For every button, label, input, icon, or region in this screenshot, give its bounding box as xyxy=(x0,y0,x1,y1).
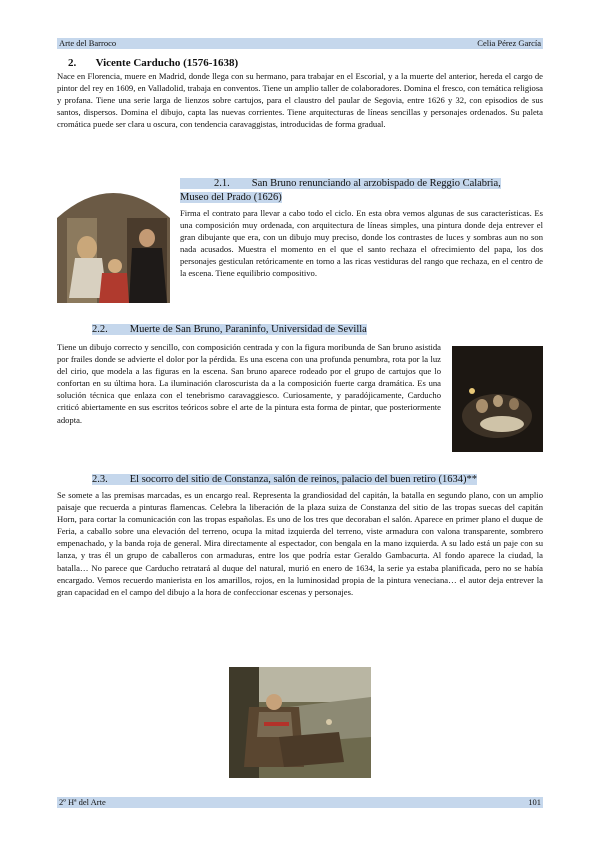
header-author: Celia Pérez García xyxy=(477,38,541,48)
subsection-2-1-number: 2.1. xyxy=(214,178,230,189)
page-header xyxy=(57,38,543,49)
painting-muerte-san-bruno xyxy=(452,346,543,452)
subsection-2-1-paragraph: Firma el contrato para llevar a cabo todo el ciclo. En esta obra vemos algunas de sus características. Es una composición muy ordenada, con arquitectura de líneas simples, una pintura donde deja entrever el gran dibujante que era, con un dibujo muy preciso, donde los contrastes de luces y sombras aun no son nada acusados. Muestra el momento en el que el santo rechaza el ofrecimiento del papa, los dos personajes gesticulan retóricamente en torno a las ricas vestiduras del rango que rechaza, en el centro de la escena. Tiene equilibrio compositivo. xyxy=(180,208,543,279)
page-footer xyxy=(57,797,543,808)
subsection-2-2-heading xyxy=(92,323,367,337)
header-course: Arte del Barroco xyxy=(59,38,117,48)
intro-paragraph: Nace en Florencia, muere en Madrid, donde llega con su hermano, para trabajar en el Escorial, y a la muerte del anterior, hereda el cargo de pintor del rey en 1609, en Valladolid, trabaja en conventos. Tiene un amplio taller de colaboradores. Domina el fresco, con temática religiosa y profana. Tiene una serie larga de lienzos sobre cartujos, para el claustro del paular de Segovia, entre 1626 y 32, con episodios de sus santos, dispersos. Domina el dibujo, capta las nuevas corrientes. Tiene arquitecturas de líneas sencillas y personajes ordenados. Su paleta cromática puede ser clara u oscura, con tendencia caravaggistas, introducidas de forma gradual. xyxy=(57,71,543,130)
footer-course: 2º Hª del Arte xyxy=(59,797,106,807)
painting-san-bruno-renunciando xyxy=(57,178,170,303)
subsection-2-3-number: 2.3. xyxy=(92,474,108,485)
subsection-2-2-title: Muerte de San Bruno, Paraninfo, Universidad de Sevilla xyxy=(129,324,367,335)
subsection-2-2-number: 2.2. xyxy=(92,324,108,335)
subsection-2-3-highlight xyxy=(92,474,477,485)
subsection-2-2-highlight xyxy=(92,324,367,335)
subsection-2-1-title-line2: Museo del Prado (1626) xyxy=(180,192,282,203)
subsection-2-1-title-a: San Bruno renunciando al arzobispado de Reggio Calabria, xyxy=(251,178,501,189)
painting-socorro-constanza xyxy=(229,667,371,778)
section-number: 2. xyxy=(68,57,77,69)
section-heading xyxy=(68,57,238,69)
section-title: Vicente Carducho (1576-1638) xyxy=(95,57,239,69)
subsection-2-1-heading xyxy=(180,177,543,205)
subsection-2-3-heading xyxy=(92,473,477,487)
subsection-2-1-title-line1 xyxy=(180,178,501,189)
page-number: 101 xyxy=(528,797,541,807)
subsection-2-3-title: El socorro del sitio de Constanza, salón de reinos, palacio del buen retiro (1634)** xyxy=(129,474,478,485)
subsection-2-3-paragraph: Se somete a las premisas marcadas, es un encargo real. Representa la grandiosidad del capitán, la batalla en segundo plano, con un amplio paisaje que recuerda a pinturas flamencas. Celebra la liberación de la plaza suiza de Constanza del sitio de las tropas suecas del capitán Horn, para cortar la comunicación con las tropas españolas. Es uno de los tres que decoraban el salón. Aparece en primer plano el duque de Feria, a caballo sobre una elevación del terreno, ocupa la mitad izquierda del terreno, viste armadura con valona transparente, sombrero empenachado, y la banda roja de general. Mira directamente al espectador, con bengala en la mano izquierda. A su lado está un paje con su lanza, y tras él un grupo de caballeros con armaduras, entre los que podría estar Geraldo Gambacurta. Al fondo aparece la ciudad, la batalla… No parece que Carducho retratará al duque del natural, murió en enero de 1634, la serie ya estaba planificada, pero no se había encargado. Vemos recuerdo manierista en los amarillos, rojos, en la luminosidad propia de la pintura veneciana… el autor deja entrever la gran capacidad en el campo del dibujo a la hora de confeccionar escenas y personajes. xyxy=(57,490,543,597)
subsection-2-2-paragraph: Tiene un dibujo correcto y sencillo, con composición centrada y con la figura moribunda de San bruno asistida por frailes donde se advierte el dolor por la pérdida. Es una escena con una profunda penumbra, rota por la luz del cirio, que modela a las figuras en la escena. San bruno aparece rodeado por el grupo de cartujos que lo confortan en su última hora. La iluminación claroscurista da a la composición fuerte carga dramática. Es una solución técnica que enlaza con el tenebrismo caravaggiesco. Curiosamente, y paradójicamente, Carducho criticó abiertamente en sus escritos teóricos sobre el arte de la pintura esta forma de pintar, que posteriormente adopta. xyxy=(57,342,441,425)
